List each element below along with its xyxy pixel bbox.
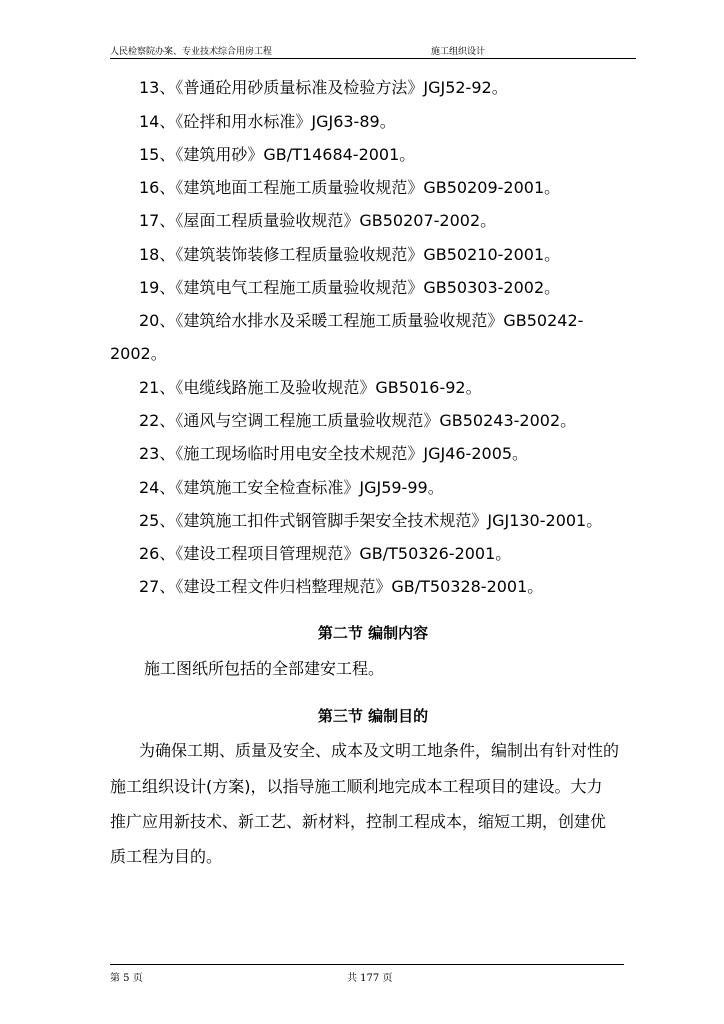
reference-text: 17、《屋面工程质量验收规范》GB50207-2002。 (139, 211, 497, 230)
reference-text: 25、《建筑施工扣件式钢管脚手架安全技术规范》JGJ130-2001。 (139, 511, 603, 530)
reference-text: 23、《施工现场临时用电安全技术规范》JGJ46-2005。 (139, 444, 529, 463)
reference-item (110, 411, 650, 431)
reference-item (110, 544, 650, 564)
paragraph-line: 推广应用新技术、新工艺、新材料，控制工程成本，缩短工期，创建优 (110, 812, 607, 831)
page-number: 第 5 页 (110, 973, 143, 984)
reference-item (110, 178, 650, 198)
reference-text: 13、《普通砼用砂质量标准及检验方法》JGJ52-92。 (139, 78, 508, 97)
paragraph-line: 质工程为目的。 (110, 847, 223, 866)
section-heading: 第三节 编制目的 (317, 707, 429, 725)
reference-item (110, 211, 650, 231)
reference-text: 21、《电缆线路施工及验收规范》GB5016-92。 (139, 378, 482, 397)
reference-item (110, 577, 650, 597)
reference-item (110, 112, 650, 132)
header-document-title: 施工组织设计 (431, 47, 486, 57)
paragraph-line: 施工组织设计(方案)，以指导施工顺利地完成本工程项目的建设。大力 (110, 777, 603, 796)
reference-text: 26、《建设工程项目管理规范》GB/T50326-2001。 (139, 544, 512, 563)
total-pages: 共 177 页 (347, 973, 393, 984)
reference-text: 19、《建筑电气工程施工质量验收规范》GB50303-2002。 (139, 278, 561, 297)
reference-text: 16、《建筑地面工程施工质量验收规范》GB50209-2001。 (139, 178, 561, 197)
header-project-title: 人民检察院办案、专业技术综合用房工程 (110, 47, 273, 57)
page-header (110, 40, 636, 59)
reference-item (110, 311, 650, 331)
reference-item-continued (110, 344, 650, 364)
paragraph-line: 为确保工期、质量及安全、成本及文明工地条件，编制出有针对性的 (139, 741, 620, 760)
reference-item (110, 511, 650, 531)
section-heading: 第二节 编制内容 (317, 624, 429, 642)
reference-item (110, 245, 650, 265)
reference-item (110, 278, 650, 298)
reference-item (110, 478, 650, 498)
reference-text: 2002。 (110, 344, 167, 363)
reference-text: 22、《通风与空调工程施工质量验收规范》GB50243-2002。 (139, 411, 577, 430)
reference-item (110, 78, 650, 98)
reference-text: 15、《建筑用砂》GB/T14684-2001。 (139, 145, 416, 164)
reference-text: 20、《建筑给水排水及采暖工程施工质量验收规范》GB50242- (139, 311, 584, 330)
section-paragraph: 施工图纸所包括的全部建安工程。 (144, 659, 385, 678)
reference-text: 18、《建筑装饰装修工程质量验收规范》GB50210-2001。 (139, 245, 561, 264)
page-footer (110, 964, 624, 984)
reference-text: 14、《砼拌和用水标准》JGJ63-89。 (139, 112, 396, 131)
reference-text: 27、《建设工程文件归档整理规范》GB/T50328-2001。 (139, 577, 544, 596)
reference-item (110, 378, 650, 398)
reference-item (110, 444, 650, 464)
reference-item (110, 145, 650, 165)
reference-text: 24、《建筑施工安全检查标准》JGJ59-99。 (139, 478, 444, 497)
